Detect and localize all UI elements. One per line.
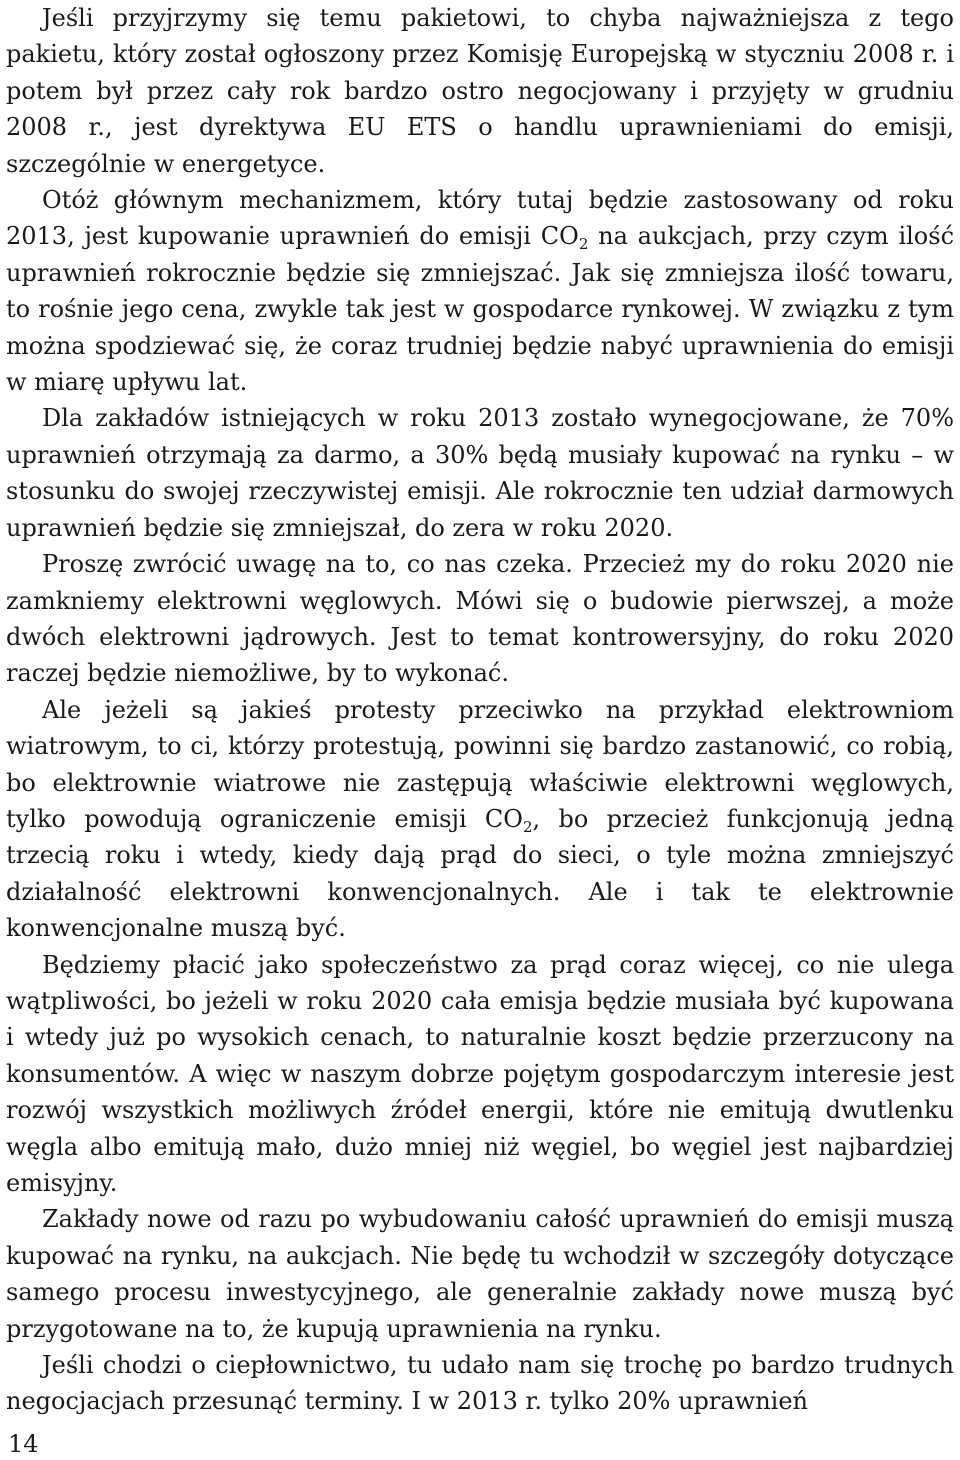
paragraph-text: , bo przecież funkcjonują jedną trzecią roku i wtedy, kiedy dają prąd do sieci, o tyle można zmniejszyć działalność elektrowni konwencjonalnych. Ale i tak te elektrownie konwencjonalne muszą być. (6, 804, 954, 943)
paragraph-wind-farms (6, 692, 954, 947)
paragraph-text: Ale jeżeli są jakieś protesty przeciwko na przykład elektrowniom wiatrowym, to ci, którzy protestują, powinni się bardzo zastanowić, co robią, bo elektrownie wiatrowe nie zastępują właściwie elektrowni węglowych, tylko powodują ograniczenie emisji CO (6, 695, 954, 833)
paragraph-existing-plants: Dla zakładów istniejących w roku 2013 zostało wynegocjowane, że 70% uprawnień otrzymają za darmo, a 30% będą musiały kupować na rynku – w stosunku do swojej rzeczywistej emisji. Ale rokrocznie ten udział darmowych uprawnień będzie się zmniejszał, do zera w roku 2020. (6, 404, 954, 542)
paragraph-text: Otóż głównym mechanizmem, który tutaj będzie zastosowany od roku 2013, jest kupowanie uprawnień do emisji CO (6, 186, 954, 251)
paragraph-what-awaits: Proszę zwrócić uwagę na to, co nas czeka. Przecież my do roku 2020 nie zamkniemy elektrowni węglowych. Mówi się o budowie pierwszej, a może dwóch elektrowni jądrowych. Jest to temat kontrowersyjny, do roku 2020 raczej będzie niemożliwe, by to wykonać. (6, 550, 954, 688)
paragraph-eu-ets-directive: Jeśli przyjrzymy się temu pakietowi, to chyba najważniejsza z tego pakietu, który został ogłoszony przez Komisję Europejską w styczniu 2008 r. i potem był przez cały rok bardzo ostro negocjowany i przyjęty w grudniu 2008 r., jest dyrektywa EU ETS o handlu uprawnieniami do emisji, szczególnie w energetyce. (6, 4, 954, 178)
subscript-2: 2 (522, 817, 533, 836)
paragraph-auction-mechanism (6, 182, 954, 400)
paragraph-heating: Jeśli chodzi o ciepłownictwo, tu udało nam się trochę po bardzo trudnych negocjacjach przesunąć terminy. I w 2013 r. tylko 20% uprawnień (6, 1351, 954, 1416)
subscript-2: 2 (578, 235, 589, 254)
paragraph-energy-costs: Będziemy płacić jako społeczeństwo za prąd coraz więcej, co nie ulega wątpliwości, bo jeżeli w roku 2020 cała emisja będzie musiała być kupowana i wtedy już po wysokich cenach, to naturalnie koszt będzie przerzucony na konsumentów. A więc w naszym dobrze pojętym gospodarczym interesie jest rozwój wszystkich możliwych źródeł energii, które nie emitują dwutlenku węgla albo emitują mało, dużo mniej niż węgiel, bo węgiel jest najbardziej emisyjny. (6, 950, 954, 1197)
document-body (6, 0, 954, 1420)
paragraph-text: na aukcjach, przy czym ilość uprawnień rokrocznie będzie się zmniejszać. Jak się zmniejsza ilość towaru, to rośnie jego cena, zwykle tak jest w gospodarce rynkowej. W związku z tym można spodziewać się, że coraz trudniej będzie nabyć uprawnienia do emisji w miarę upływu lat. (6, 222, 955, 397)
page-number: 14 (8, 1430, 39, 1458)
paragraph-new-plants: Zakłady nowe od razu po wybudowaniu całość uprawnień do emisji muszą kupować na rynku, na aukcjach. Nie będę tu wchodził w szczegóły dotyczące samego procesu inwestycyjnego, ale generalnie zakłady nowe muszą być przygotowane na to, że kupują uprawnienia na rynku. (6, 1205, 954, 1343)
